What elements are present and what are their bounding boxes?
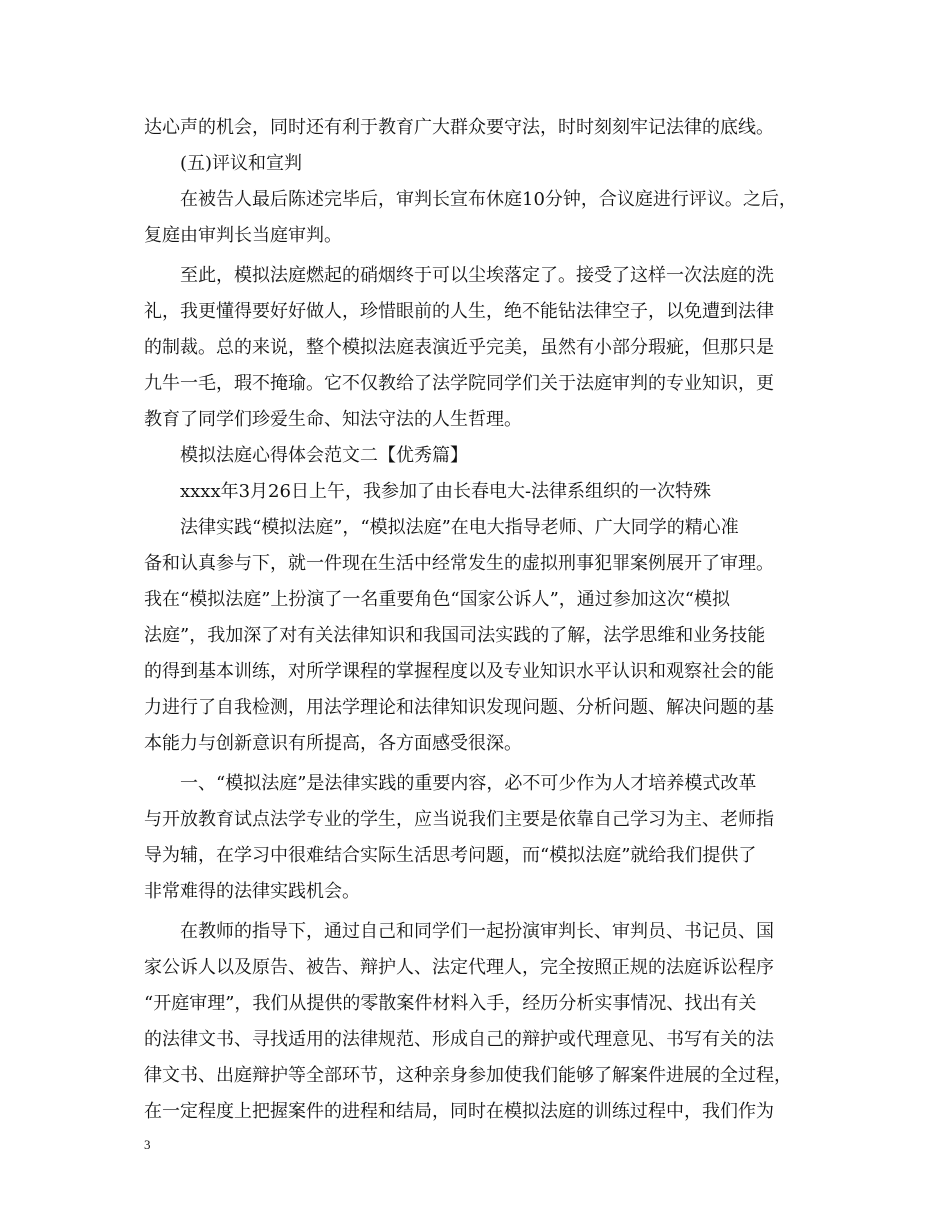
text-line: 的制裁。总的来说，整个模拟法庭表演近乎完美，虽然有小部分瑕疵，但那只是 <box>144 337 774 358</box>
text-line: 律文书、出庭辩护等全部环节，这种亲身参加使我们能够了解案件进展的全过程， <box>144 1065 792 1086</box>
text-line: 与开放教育试点法学专业的学生，应当说我们主要是依靠自己学习为主、老师指 <box>144 809 774 830</box>
text-line: 导为辅，在学习中很难结合实际生活思考问题，而“模拟法庭”就给我们提供了 <box>144 845 757 866</box>
text-line: 法律实践“模拟法庭”，“模拟法庭”在电大指导老师、广大同学的精心准 <box>180 517 739 538</box>
text-line: 备和认真参与下，就一件现在生活中经常发生的虚拟刑事犯罪案例展开了审理。 <box>144 553 774 574</box>
text-line: 达心声的机会，同时还有利于教育广大群众要守法，时时刻刻牢记法律的底线。 <box>144 117 774 138</box>
text-line: 复庭由审判长当庭审判。 <box>144 225 342 246</box>
text-line: 九牛一毛，瑕不掩瑜。它不仅教给了法学院同学们关于法庭审判的专业知识，更 <box>144 373 774 394</box>
text-line: 一、“模拟法庭”是法律实践的重要内容，必不可少作为人才培养模式改革 <box>180 773 757 794</box>
text-line: 力进行了自我检测，用法学理论和法律知识发现问题、分析问题、解决问题的基 <box>144 697 774 718</box>
text-line: 非常难得的法律实践机会。 <box>144 881 360 902</box>
text-line: 法庭”，我加深了对有关法律知识和我国司法实践的了解，法学思维和业务技能 <box>144 625 766 646</box>
text-line: 在一定程度上把握案件的进程和结局，同时在模拟法庭的训练过程中，我们作为 <box>144 1101 774 1122</box>
section-heading: (五)评议和宣判 <box>180 153 303 174</box>
text-line: 本能力与创新意识有所提高，各方面感受很深。 <box>144 733 522 754</box>
section-heading: 模拟法庭心得体会范文二【优秀篇】 <box>180 445 468 466</box>
text-line: 家公诉人以及原告、被告、辩护人、法定代理人，完全按照正规的法庭诉讼程序 <box>144 957 774 978</box>
text-line: 在教师的指导下，通过自己和同学们一起扮演审判长、审判员、书记员、国 <box>180 921 774 942</box>
text-line: 礼，我更懂得要好好做人，珍惜眼前的人生，绝不能钻法律空子，以免遭到法律 <box>144 301 774 322</box>
text-line: 在被告人最后陈述完毕后，审判长宣布休庭10分钟，合议庭进行评议。之后， <box>180 189 797 210</box>
page-number: 3 <box>144 1137 151 1152</box>
text-line: “开庭审理”，我们从提供的零散案件材料入手，经历分析实事情况、找出有关 <box>144 993 757 1014</box>
body-text <box>144 110 824 1130</box>
text-line: 至此，模拟法庭燃起的硝烟终于可以尘埃落定了。接受了这样一次法庭的洗 <box>180 265 774 286</box>
text-line: 的法律文书、寻找适用的法律规范、形成自己的辩护或代理意见、书写有关的法 <box>144 1029 774 1050</box>
text-line: 教育了同学们珍爱生命、知法守法的人生哲理。 <box>144 409 522 430</box>
text-line: 的得到基本训练，对所学课程的掌握程度以及专业知识水平认识和观察社会的能 <box>144 661 774 682</box>
text-line: 我在“模拟法庭”上扮演了一名重要角色“国家公诉人”，通过参加这次“模拟 <box>144 589 731 610</box>
text-line: xxxx年3月26日上午，我参加了由长春电大-法律系组织的一次特殊 <box>180 481 712 502</box>
